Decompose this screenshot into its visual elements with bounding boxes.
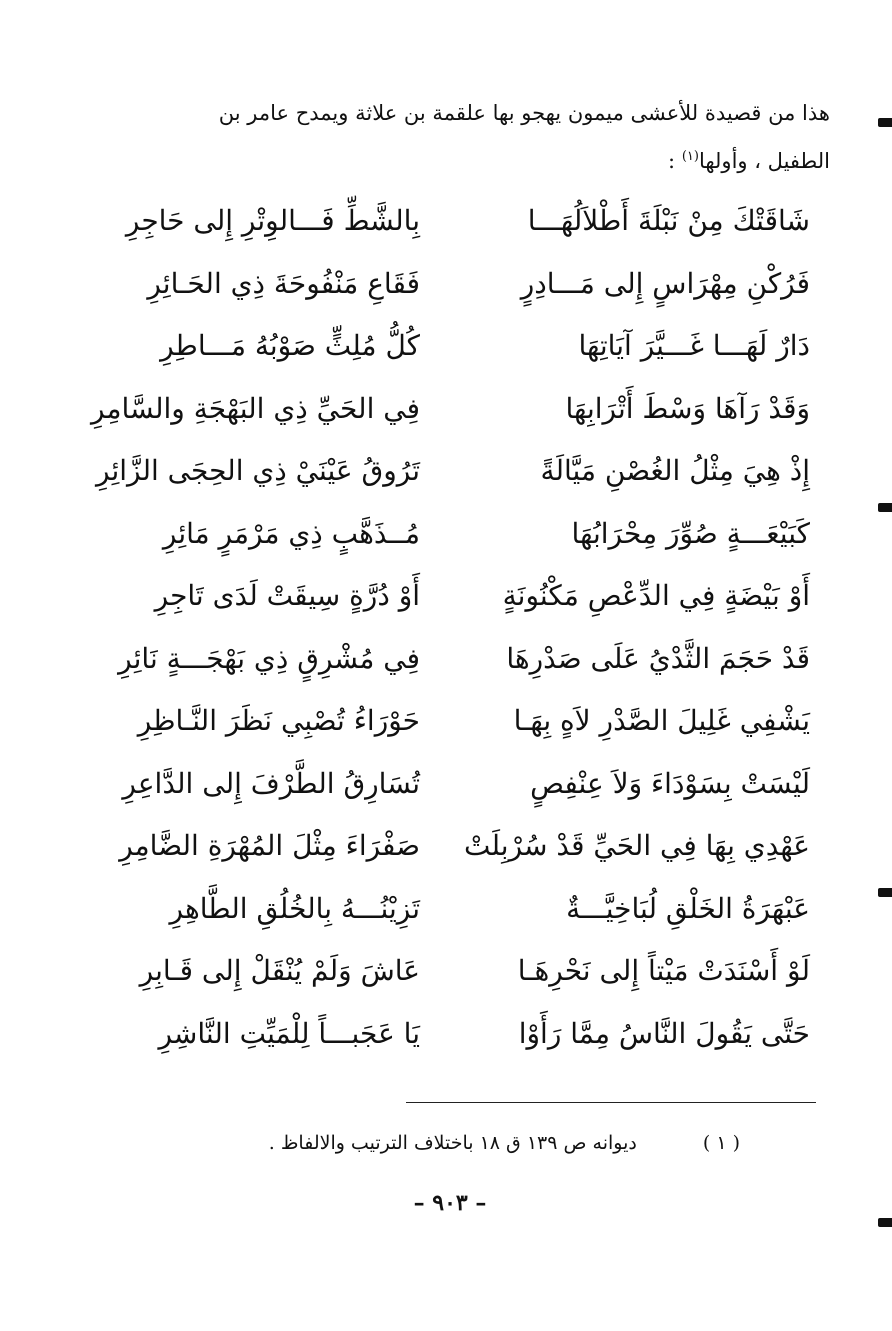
- footnote-number: ( ١ ): [702, 1132, 740, 1154]
- verse-first-hemistich: شَاقَتْكَ مِنْ نَبْلَةَ أَطْلاَلُهَـــا: [527, 204, 810, 238]
- footnote: [150, 1132, 740, 1154]
- verse: [90, 753, 810, 816]
- verse-first-hemistich: لَيْسَتْ بِسَوْدَاءَ وَلاَ عِنْفِصٍ: [530, 766, 810, 800]
- verse: [90, 815, 810, 878]
- verse: [90, 378, 810, 441]
- verse: [90, 1003, 810, 1066]
- page-edge-mark: [878, 888, 892, 897]
- intro-line-2: [70, 135, 830, 183]
- verse: [90, 503, 810, 566]
- verse: [90, 690, 810, 753]
- verse-first-hemistich: لَوْ أَسْنَدَتْ مَيْتاً إِلى نَحْرِهَـا: [517, 954, 810, 988]
- verse: [90, 628, 810, 691]
- verse-second-hemistich: كُلُّ مُلِثٍّ صَوْبُهُ مَـــاطِرِ: [160, 329, 420, 363]
- verse: [90, 253, 810, 316]
- verse: [90, 565, 810, 628]
- verse: [90, 315, 810, 378]
- verse-first-hemistich: فَرُكْنِ مِهْرَاسٍ إِلى مَـــادِرٍ: [520, 266, 810, 300]
- verse-second-hemistich: مُــذَهَّبٍ ذِي مَرْمَرٍ مَائِرِ: [162, 516, 420, 550]
- verse-first-hemistich: إِذْ هِيَ مِثْلُ الغُصْنِ مَيَّالَةً: [540, 454, 810, 488]
- page-edge-mark: [878, 118, 892, 127]
- verse-first-hemistich: يَشْفِي غَلِيلَ الصَّدْرِ لاَهٍ بِهَـا: [513, 704, 810, 738]
- verse-second-hemistich: تُسَارِقُ الطَّرْفَ إِلى الدَّاعِرِ: [122, 766, 420, 800]
- footnote-text: ديوانه ص ١٣٩ ق ١٨ باختلاف الترتيب والالفاظ .: [268, 1132, 637, 1154]
- verse-second-hemistich: فِي الحَيِّ ذِي البَهْجَةِ والسَّامِرِ: [91, 391, 420, 425]
- verse-second-hemistich: عَاشَ وَلَمْ يُنْقَلْ إِلى قَـابِرِ: [139, 954, 420, 988]
- verse-second-hemistich: بِالشَّطِّ فَـــالوِتْرِ إِلى حَاجِرِ: [125, 204, 420, 238]
- page-edge-mark: [878, 503, 892, 512]
- verse-first-hemistich: أَوْ بَيْضَةٍ فِي الدِّعْصِ مَكْنُونَةٍ: [502, 579, 810, 613]
- intro-line-2-text: الطفيل ، وأولها: [698, 149, 830, 173]
- verse-second-hemistich: حَوْرَاءُ تُصْبِي نَظَرَ النَّـاظِرِ: [137, 704, 420, 738]
- verse-first-hemistich: عَهْدِي بِهَا فِي الحَيِّ قَدْ سُرْبِلَتْ: [464, 829, 810, 863]
- footnote-divider: [406, 1102, 816, 1103]
- poem: [90, 190, 810, 1065]
- page-number: – ٩٠٣ –: [413, 1190, 487, 1216]
- verse-first-hemistich: كَبَيْعَـــةٍ صُوِّرَ مِحْرَابُهَا: [571, 516, 810, 550]
- verse-second-hemistich: أَوْ دُرَّةٍ سِيقَتْ لَدَى تَاجِرِ: [154, 579, 420, 613]
- verse-second-hemistich: تَرُوقُ عَيْنَيْ ذِي الحِجَى الزَّائِرِ: [96, 454, 420, 488]
- page-edge-mark: [878, 1218, 892, 1227]
- verse-first-hemistich: حَتَّى يَقُولَ النَّاسُ مِمَّا رَأَوْا: [518, 1016, 810, 1050]
- verse-second-hemistich: تَزِيْنُـــهُ بِالخُلُقِ الطَّاهِرِ: [169, 891, 420, 925]
- verse: [90, 878, 810, 941]
- verse: [90, 440, 810, 503]
- footnote-reference: (١): [681, 149, 699, 164]
- verse-second-hemistich: فِي مُشْرِقٍ ذِي بَهْجَـــةٍ نَائِرِ: [118, 641, 420, 675]
- verse-first-hemistich: عَبْهَرَةُ الخَلْقِ لُبَاخِيَّـــةٌ: [566, 891, 810, 925]
- intro-paragraph: [70, 92, 830, 183]
- intro-line-2-end: :: [668, 149, 682, 173]
- verse-first-hemistich: قَدْ حَجَمَ الثَّدْيُ عَلَى صَدْرِهَا: [506, 641, 810, 675]
- verse-second-hemistich: يَا عَجَبـــاً لِلْمَيِّتِ النَّاشِرِ: [158, 1016, 420, 1050]
- verse-second-hemistich: صَفْرَاءَ مِثْلَ المُهْرَةِ الضَّامِرِ: [119, 829, 420, 863]
- intro-line-1: هذا من قصيدة للأعشى ميمون يهجو بها علقمة بن علاثة ويمدح عامر بن: [218, 101, 830, 125]
- verse: [90, 940, 810, 1003]
- verse-first-hemistich: وَقَدْ رَآهَا وَسْطَ أَتْرَابِهَا: [565, 391, 810, 425]
- verse-second-hemistich: فَقَاعِ مَنْفُوحَةَ ذِي الحَـائِرِ: [147, 266, 420, 300]
- verse-first-hemistich: دَارٌ لَهَـــا غَـــيَّرَ آيَاتِهَا: [578, 329, 810, 363]
- verse: [90, 190, 810, 253]
